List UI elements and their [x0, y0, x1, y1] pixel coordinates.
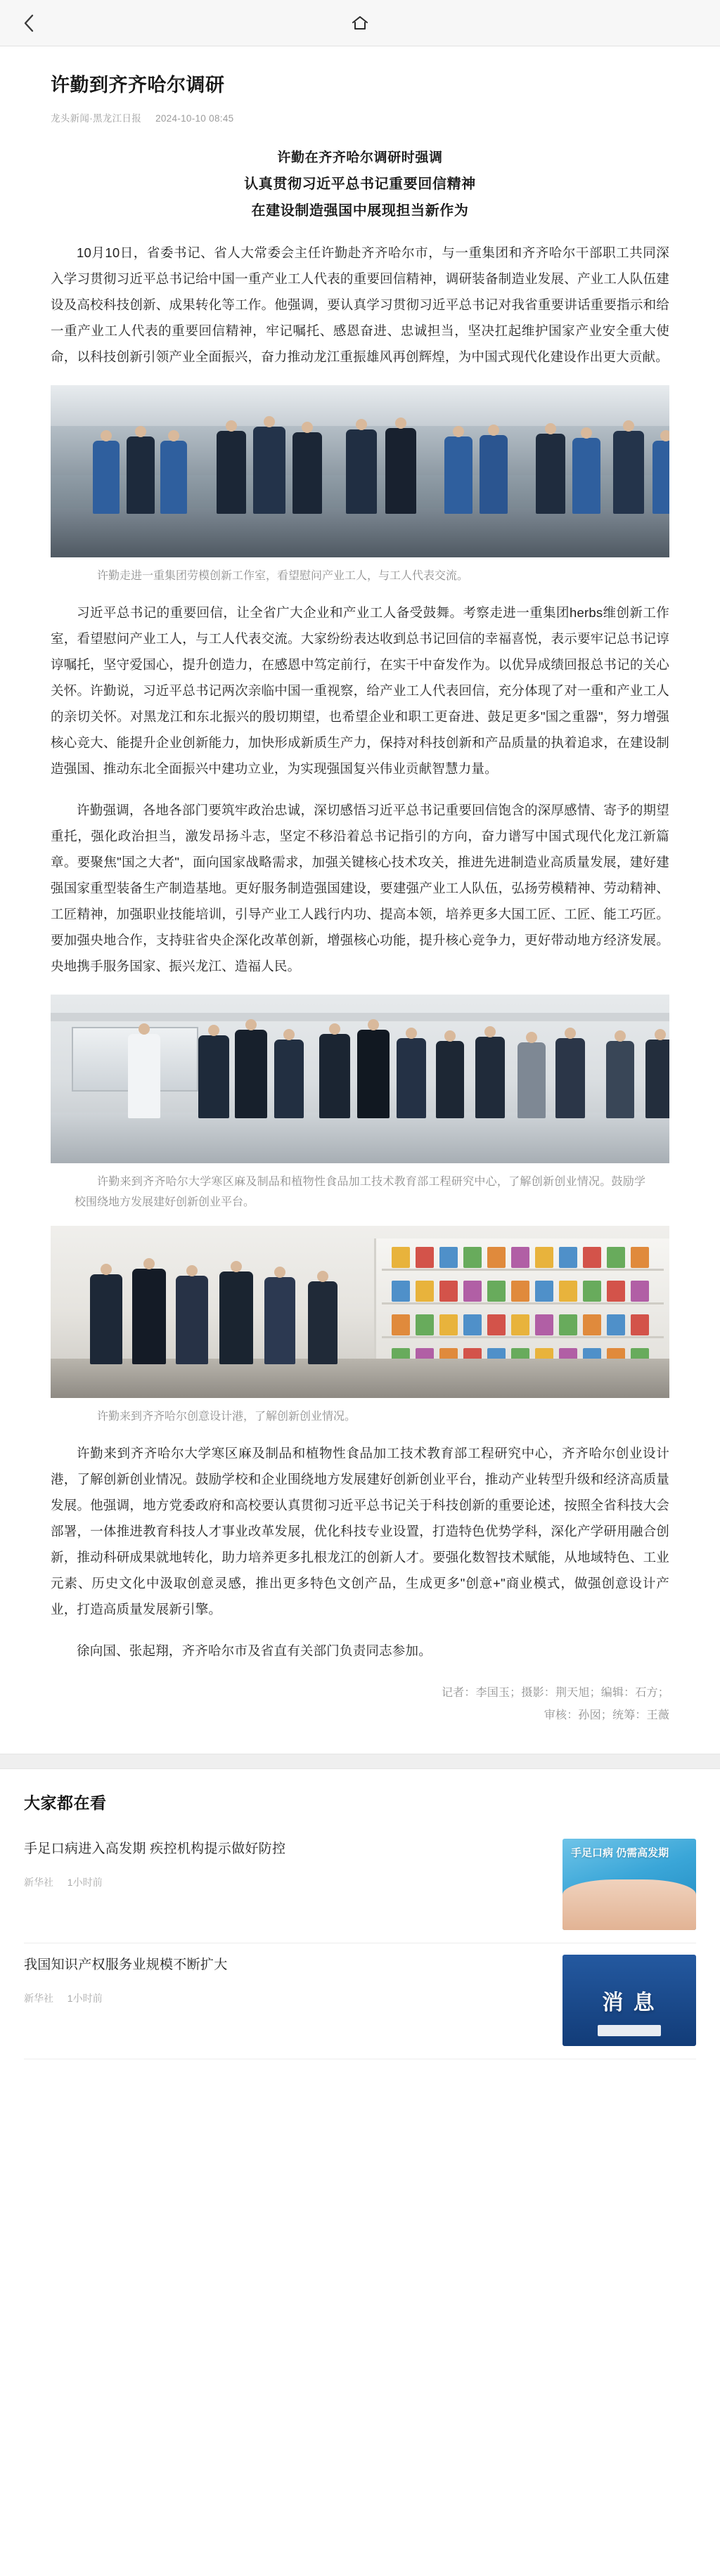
figure-caption: 许勤来到齐齐哈尔大学寒区麻及制品和植物性食品加工技术教育部工程研究中心，了解创新创业情况。鼓励学校围绕地方发展建好创新创业平台。: [75, 1175, 645, 1209]
recommendation-title: 大家都在看: [24, 1793, 107, 1812]
photo-design-port-visit: [51, 1226, 669, 1398]
thumbnail-caption: 消 息: [602, 1991, 657, 2014]
top-navigation-bar: [0, 0, 720, 46]
figure-caption: 许勤走进一重集团劳模创新工作室，看望慰问产业工人，与工人代表交流。: [97, 570, 469, 583]
credit-line-1: 记者：李国玉；摄影：荆天旭；编辑：石方；: [441, 1686, 669, 1699]
article-credits: [51, 1679, 669, 1727]
figure-caption: 许勤来到齐齐哈尔创意设计港，了解创新创业情况。: [97, 1411, 356, 1423]
subheading-3: 在建设制造强国中展现担当新作为: [251, 203, 469, 219]
list-item-title: 手足口病进入高发期 疾控机构提示做好防控: [24, 1841, 286, 1856]
list-item-text: [24, 1955, 550, 2005]
thumbnail-illustration: [562, 1879, 696, 1930]
photo-lab-visit: [51, 995, 669, 1163]
recommendation-section: [0, 1769, 720, 2088]
credit-line-2: 审核：孙囡；统筹：王薇: [544, 1709, 669, 1721]
subheading-block: [51, 145, 669, 224]
article-timestamp: 2024-10-10 08:45: [155, 113, 234, 124]
closing-paragraph: 徐向国、张起翔，齐齐哈尔市及省直有关部门负责同志参加。: [77, 1643, 432, 1658]
list-item-thumbnail[interactable]: [562, 1955, 696, 2046]
list-item[interactable]: [24, 1943, 696, 2059]
article-figure-2: [51, 995, 669, 1213]
thumbnail-caption: 手足口病 仍需高发期: [571, 1846, 669, 1859]
list-item-thumbnail[interactable]: [562, 1839, 696, 1930]
article-source: 龙头新闻·黑龙江日报: [51, 113, 141, 124]
subheading-1: 许勤在齐齐哈尔调研时强调: [277, 150, 443, 166]
list-item-meta: [24, 1875, 550, 1889]
list-item-time: 1小时前: [67, 1993, 103, 2004]
list-item-title: 我国知识产权服务业规模不断扩大: [24, 1957, 228, 1972]
section-divider: [0, 1754, 720, 1769]
subheading-2: 认真贯彻习近平总书记重要回信精神: [244, 176, 476, 193]
list-item-time: 1小时前: [67, 1877, 103, 1888]
list-item-meta: [24, 1991, 550, 2005]
article-figure-1: [51, 385, 669, 587]
photo-factory-visit: [51, 385, 669, 557]
thumbnail-decoration: [598, 2025, 661, 2036]
paragraph: 习近平总书记的重要回信，让全省广大企业和产业工人备受鼓舞。考察走进一重集团herbs维创新工作室，看望慰问产业工人，与工人代表交流。大家纷纷表达收到总书记回信的幸福喜悦，表示要牢记总书记谆谆嘱托，坚守爱国心，提升创造力，在感恩中笃定前行，在实干中奋发作为。以优异成绩回报总书记的关心关怀。许勤说，习近平总书记两次亲临中国一重视察，给产业工人代表回信，充分体现了对一重和产业工人的亲切关怀。对黑龙江和东北振兴的殷切期望，也希望企业和职工更奋进、鼓足更多"国之重器"，努力增强核心竞大、能提升企业创新能力，加快形成新质生产力，保持对科技创新和产品质量的执着追求，在建设制造强国、推动东北全面振兴中建功立业，为实现强国复兴伟业贡献智慧力量。: [51, 604, 669, 776]
article-figure-3: [51, 1226, 669, 1428]
page-title: 许勤到齐齐哈尔调研: [51, 75, 225, 96]
paragraph: 许勤来到齐齐哈尔大学寒区麻及制品和植物性食品加工技术教育部工程研究中心，齐齐哈尔创业设计港，了解创新创业情况。鼓励学校和企业围绕地方发展建好创新创业平台，推动产业转型升级和经济高质量发展。他强调，地方党委政府和高校要认真贯彻习近平总书记关于科技创新的重要论述，按照全省科技大会部署，一体推进教育科技人才事业改革发展，优化科技专业设置，打造特色优势学科，深化产学研用融合创新，推动科研成果就地转化，助力培养更多扎根龙江的创新人才。要强化数智技术赋能，从地域特色、工业元素、历史文化中汲取创意灵感，推出更多特色文创产品，生成更多"创意+"商业模式，做强创意设计产业，打造高质量发展新引擎。: [51, 1445, 669, 1617]
paragraph: 许勤强调，各地各部门要筑牢政治忠诚，深切感悟习近平总书记重要回信饱含的深厚感情、寄予的期望重托，强化政治担当，激发昂扬斗志，坚定不移沿着总书记指引的方向，奋力谱写中国式现代化龙江新篇章。要聚焦"国之大者"，面向国家战略需求，加强关键核心技术攻关，推进先进制造业高质量发展，建好建强国家重型装备生产制造基地。更好服务制造强国建设，要建强产业工人队伍，弘扬劳模精神、劳动精神、工匠精神，加强职业技能培训，引导产业工人践行内功、提高本领，培养更多大国工匠、工匠、能工巧匠。要加强央地合作，支持驻省央企深化改革创新，增强核心功能，提升核心竞争力，更好带动地方经济发展。央地携手服务国家、振兴龙江、造福人民。: [51, 802, 669, 973]
article-meta: [51, 110, 669, 124]
chevron-left-icon[interactable]: [18, 13, 39, 34]
list-item-source: 新华社: [24, 1993, 53, 2004]
home-icon[interactable]: [348, 11, 372, 35]
list-item-text: [24, 1839, 550, 1889]
list-item[interactable]: [24, 1827, 696, 1943]
paragraph: 10月10日，省委书记、省人大常委会主任许勤赴齐齐哈尔市，与一重集团和齐齐哈尔干部职工共同深入学习贯彻习近平总书记给中国一重产业工人代表的重要回信精神，调研装备制造业发展、产业工人队伍建设及高校科技创新、成果转化等工作。他强调，要认真学习贯彻习近平总书记对我省重要讲话重要指示和给一重产业工人代表的重要回信精神，牢记嘱托、感恩奋进、忠诚担当，坚决扛起维护国家产业安全重大使命，以科技创新引领产业全面振兴，奋力推动龙江重振雄风再创辉煌，为中国式现代化建设作出更大贡献。: [51, 245, 669, 365]
list-item-source: 新华社: [24, 1877, 53, 1888]
article-body: [0, 46, 720, 1734]
